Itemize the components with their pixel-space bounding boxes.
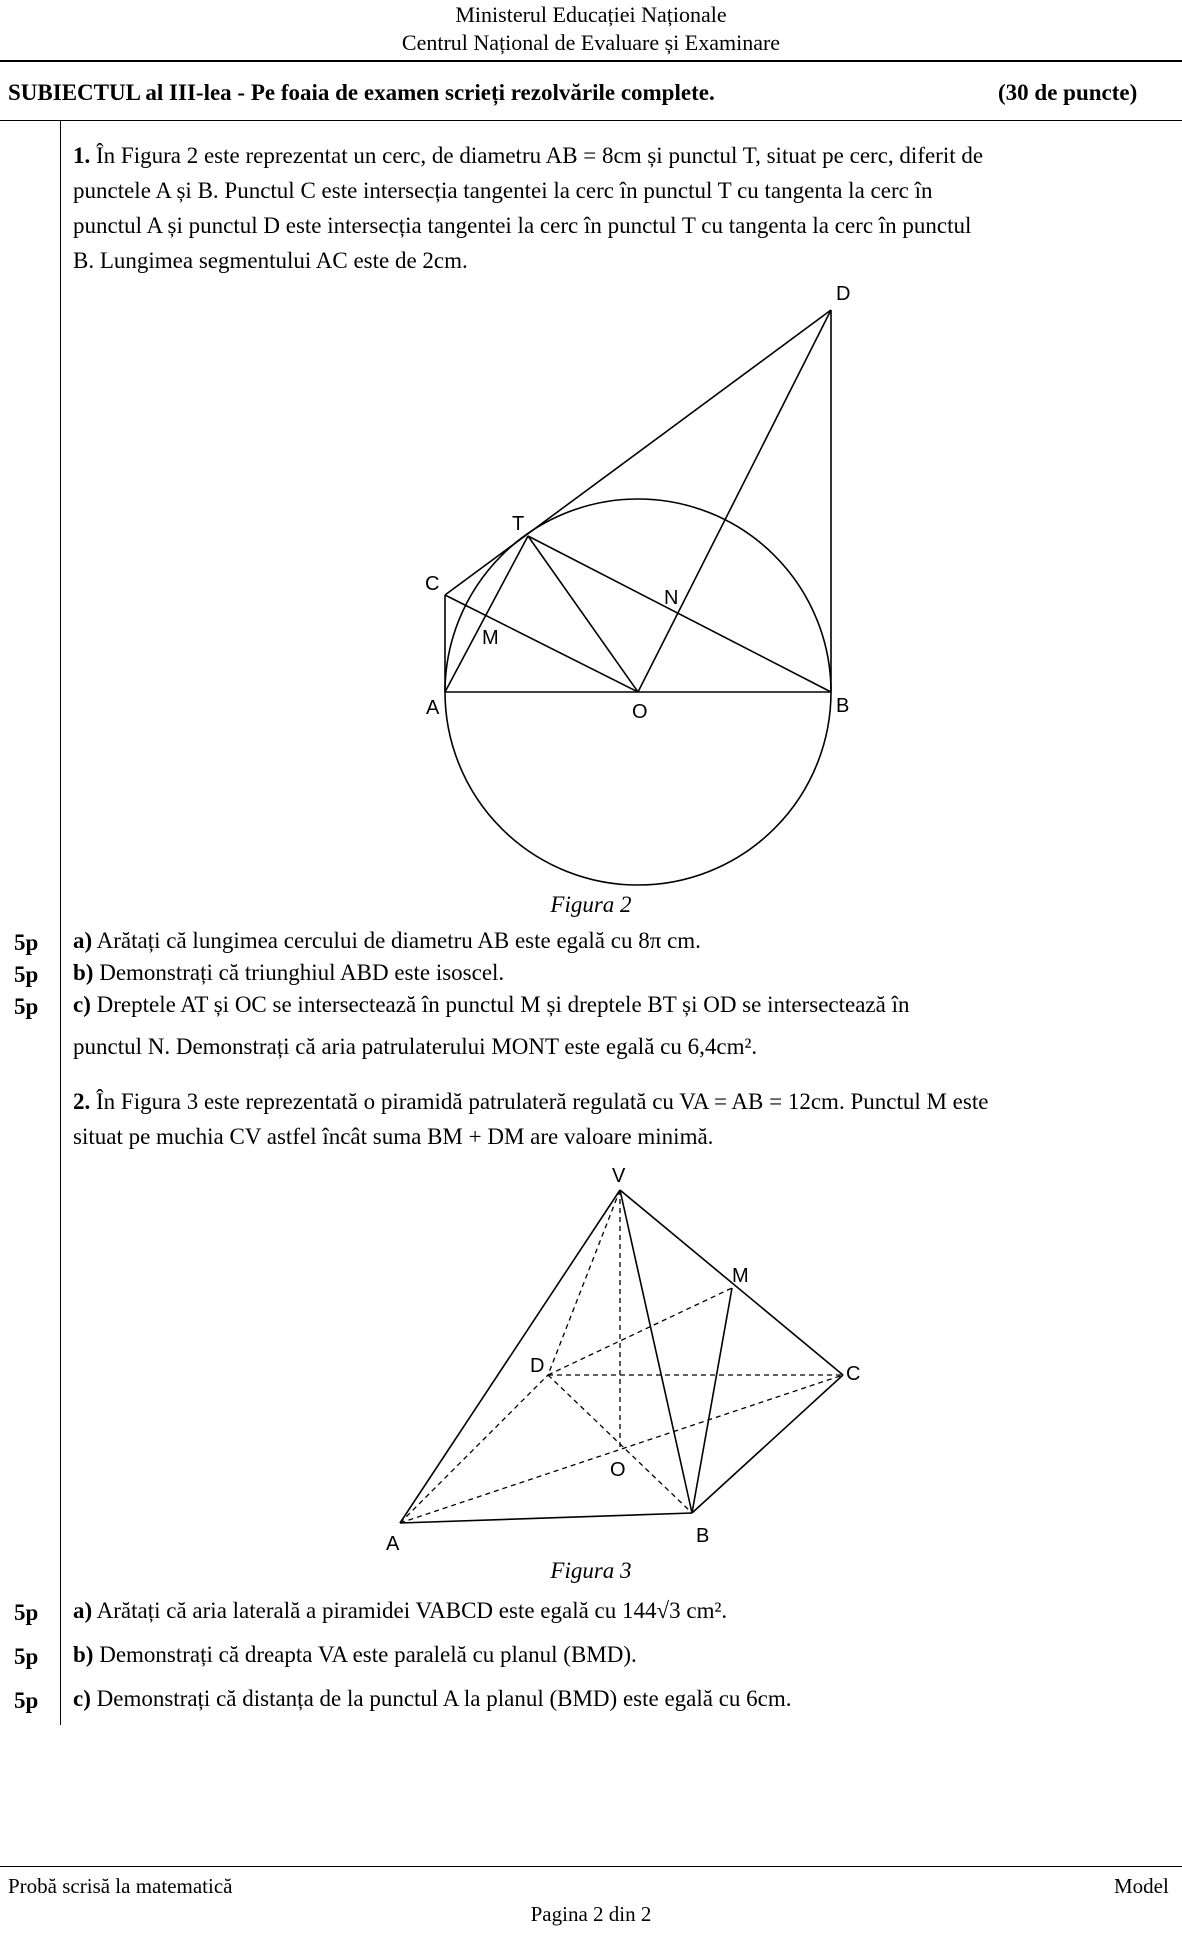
problem2-a: a) Arătați că aria laterală a piramidei VABCD este egală cu 144√3 cm². (73, 1598, 728, 1623)
label-T: T (512, 513, 525, 535)
segment-TO (528, 536, 638, 692)
footer-divider (0, 1866, 1182, 1867)
header-center: Centrul Național de Evaluare și Examinare (401, 30, 781, 55)
label-V: V (612, 1165, 626, 1187)
problem1-c-continued: punctul N. Demonstrați că aria patrulaterului MONT este egală cu 6,4cm². (73, 1034, 758, 1059)
problem1-c-points: 5p (14, 994, 39, 1019)
tangent-T (445, 310, 831, 595)
label-O: O (632, 701, 648, 723)
segment-BM (692, 1288, 732, 1513)
label-O: O (610, 1459, 626, 1481)
problem2-b-points: 5p (14, 1644, 39, 1669)
footer-page: Pagina 2 din 2 (530, 1902, 652, 1926)
problem1-a: a) Arătați că lungimea cercului de diametru AB este egală cu 8π cm. (73, 928, 701, 953)
problem2-c: c) Demonstrați că distanța de la punctul A la planul (BMD) este egală cu 6cm. (73, 1686, 792, 1711)
problem1-a-points: 5p (14, 930, 39, 955)
diag-AC-hidden (400, 1375, 843, 1523)
problem1-c: c) Dreptele AT și OC se intersectează în punctul M și dreptele BT și OD se intersectează în (73, 992, 910, 1017)
label-C: C (846, 1363, 861, 1385)
subject-title: SUBIECTUL al III-lea - Pe foaia de examen scrieți rezolvările complete. (8, 80, 715, 105)
label-B: B (836, 695, 850, 717)
problem1-b: b) Demonstrați că triunghiul ABD este isoscel. (73, 960, 505, 985)
header-divider (0, 60, 1182, 62)
label-M: M (732, 1265, 749, 1287)
footer-left: Probă scrisă la matematică (8, 1874, 233, 1898)
label-M: M (482, 627, 499, 649)
segment-TB (528, 536, 831, 692)
figure-3-caption: Figura 3 (550, 1558, 632, 1583)
segment-CO (445, 595, 638, 692)
problem2-c-points: 5p (14, 1688, 39, 1713)
edge-BC (692, 1375, 843, 1513)
problem2-b: b) Demonstrați că dreapta VA este paralelă cu planul (BMD). (73, 1642, 637, 1667)
label-D: D (530, 1355, 545, 1377)
label-N: N (664, 587, 679, 609)
header-ministry: Ministerul Educației Naționale (455, 2, 727, 27)
segment-AT (445, 536, 528, 692)
label-B: B (696, 1525, 710, 1547)
label-C: C (425, 573, 440, 595)
label-A: A (386, 1533, 400, 1555)
edge-VA (400, 1190, 620, 1523)
figure-2 (0, 270, 1182, 890)
edge-AB (400, 1513, 692, 1523)
problem2-a-points: 5p (14, 1600, 39, 1625)
label-A: A (426, 697, 440, 719)
problem2-statement: 2. În Figura 3 este reprezentată o piramidă patrulateră regulată cu VA = AB = 12cm. Punctul M este situat pe muchia CV astfel încât suma BM + DM are valoare minimă. (73, 1089, 989, 1149)
figure-3 (0, 1160, 1182, 1560)
subject-points: (30 de puncte) (998, 80, 1138, 105)
problem1-b-points: 5p (14, 962, 39, 987)
subject-divider (0, 120, 1182, 121)
segment-DM-hidden (548, 1288, 732, 1375)
problem1-statement: 1. În Figura 2 este reprezentat un cerc, de diametru AB = 8cm și punctul T, situat pe cerc, diferit de punctele A și B. Punctul C este intersecția tangentei la cerc în punctul T cu tangenta la cerc în punctul A și punctul D este intersecția tangentei la cerc în punctul T cu tangenta la cerc în punctul B. Lungimea segmentului AC este de 2cm. (73, 143, 984, 273)
label-D: D (836, 283, 851, 305)
edge-AD-hidden (400, 1375, 548, 1523)
edge-VB (620, 1190, 692, 1513)
figure-2-caption: Figura 2 (550, 892, 632, 917)
footer-right: Model (1114, 1874, 1169, 1898)
